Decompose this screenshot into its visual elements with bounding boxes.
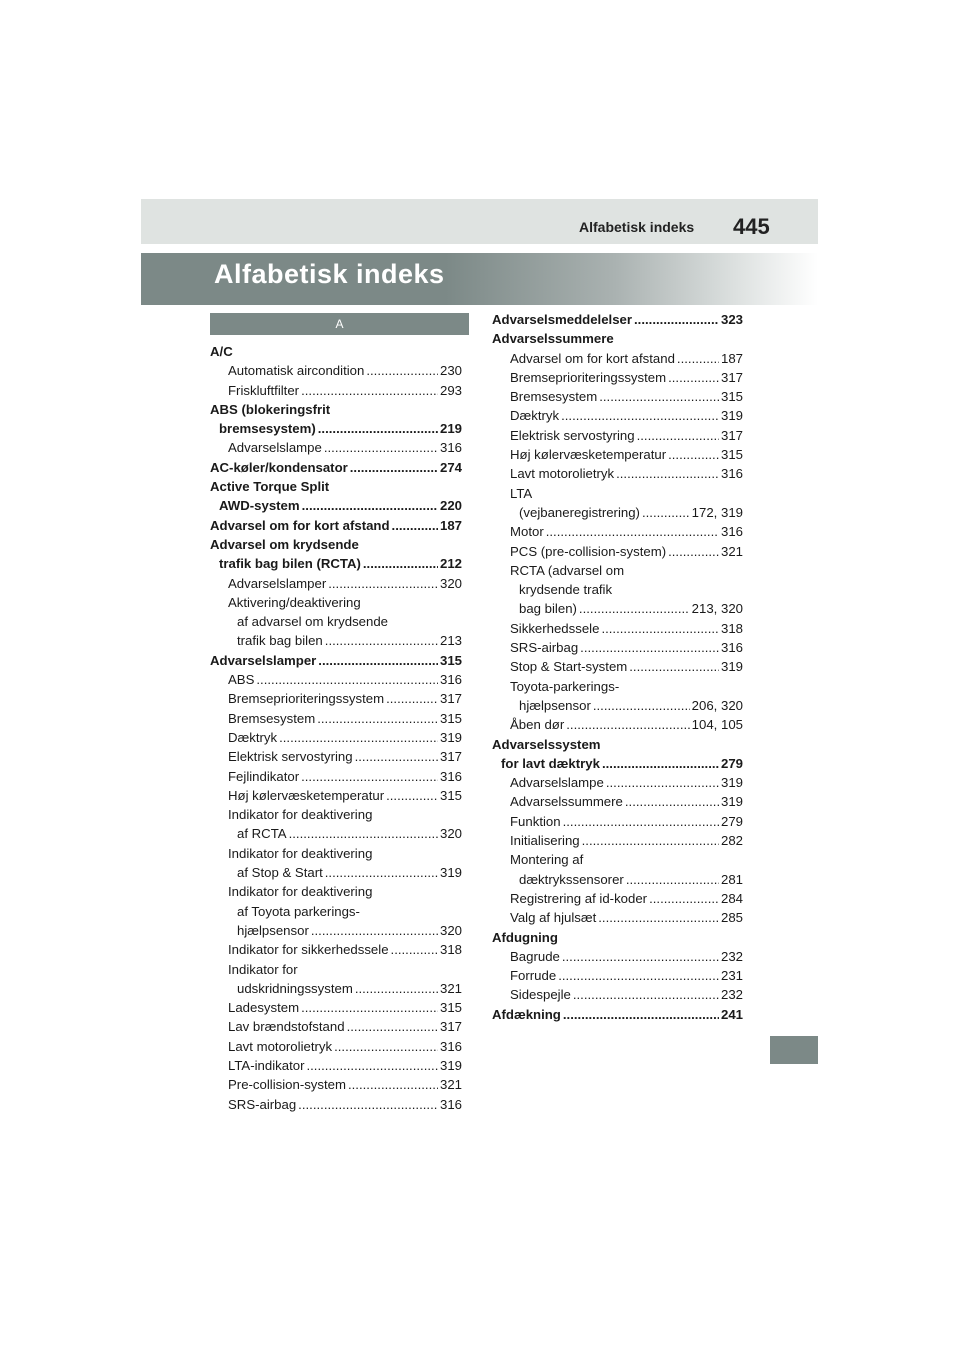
index-entry-page: 321 [439,980,462,996]
index-entry-text: trafik bag bilen (RCTA) [219,556,361,572]
index-entry [210,535,462,554]
index-entry-text: Advarselsmeddelelser [492,312,633,327]
page-number: 445 [733,214,770,239]
index-entry [210,631,462,650]
index-entry-text: Dæktryk [228,729,278,745]
index-entry [492,387,743,406]
index-entry [492,966,743,985]
index-entry [210,1037,462,1056]
dot-leader [598,908,719,927]
index-entry-page: 315 [439,1000,462,1016]
index-entry [210,361,462,380]
dot-leader [579,599,690,618]
index-entry-text: Funktion [510,813,561,829]
index-entry-page: 104, 105 [691,717,743,733]
index-entry-page: 319 [720,659,743,675]
index-entry-text: Indikator for sikkerhedssele [228,942,389,958]
index-entry [210,786,462,805]
dot-leader [328,574,438,593]
index-entry-text: af Toyota parkerings- [237,903,360,919]
index-entry [492,503,743,522]
index-entry [210,1056,462,1075]
index-entry [492,831,743,850]
index-entry [492,850,743,869]
index-entry-text: Bremsesystem [510,389,598,405]
index-entry-text: krydsende trafik [519,582,613,598]
index-entry [492,947,743,966]
index-entry [210,1095,462,1114]
index-entry [492,696,743,715]
index-entry-text: ABS [228,672,255,688]
index-entry-page: 230 [439,363,462,379]
dot-leader [625,792,719,811]
dot-leader [563,1005,719,1024]
index-entry-page: 316 [439,440,462,456]
index-entry-page: 284 [720,890,743,906]
index-entry [210,747,462,766]
index-column-right [492,310,743,1024]
dot-leader [355,979,438,998]
dot-leader [325,631,438,650]
index-entry [210,1075,462,1094]
index-entry-page: 321 [720,543,743,559]
index-entry [492,715,743,734]
index-entry [492,773,743,792]
index-entry [492,580,743,599]
dot-leader [311,921,438,940]
dot-leader [256,670,438,689]
dot-leader [391,940,438,959]
index-entry-page: 187 [439,517,462,533]
index-entry-page: 319 [439,729,462,745]
dot-leader [363,554,438,573]
index-entry [210,863,462,882]
index-entry [210,844,462,863]
index-entry-page: 232 [720,987,743,1003]
index-entry-page: 279 [720,813,743,829]
index-entry-page: 315 [720,389,743,405]
index-entry [210,342,462,361]
index-entry-text: hjælpsensor [237,922,309,938]
index-entry-text: af RCTA [237,826,287,842]
index-entry-text: Lavt motorolietryk [510,466,615,482]
index-entry [210,670,462,689]
index-entry [210,921,462,940]
index-entry-text: Lav brændstofstand [228,1019,345,1035]
index-entry [210,612,462,631]
index-entry [210,728,462,747]
index-entry-text: Høj kølervæsketemperatur [510,447,667,463]
index-entry-page: 172, 319 [691,504,743,520]
index-entry-text: Advarsel om for kort afstand [510,350,675,366]
index-entry-text: LTA-indikator [228,1057,305,1073]
index-entry-text: Stop & Start-system [510,659,628,675]
index-entry-page: 232 [720,948,743,964]
index-entry-text: A/C [210,344,233,359]
index-entry [492,792,743,811]
index-entry-text: Friskluftfilter [228,382,300,398]
index-entry-text: RCTA (advarsel om [510,562,625,578]
index-entry-page: 213, 320 [691,601,743,617]
dot-leader [599,387,719,406]
index-entry-page: 319 [720,408,743,424]
index-entry [492,349,743,368]
dot-leader [386,786,438,805]
index-entry [492,889,743,908]
index-entry-page: 320 [439,826,462,842]
index-entry-page: 316 [439,1038,462,1054]
dot-leader [279,728,438,747]
index-entry-text: Fejlindikator [228,768,300,784]
index-entry-page: 274 [439,459,462,475]
index-entry-page: 319 [720,794,743,810]
header-bar [141,199,818,244]
header-section-title: Alfabetisk indeks [579,219,695,235]
index-entry [492,657,743,676]
index-entry-page: 316 [439,672,462,688]
dot-leader [325,863,438,882]
index-entry-text: af advarsel om krydsende [237,614,388,630]
dot-leader [601,619,719,638]
dot-leader [668,368,719,387]
index-entry-text: Advarselslamper [228,575,327,591]
index-entry-page: 319 [720,775,743,791]
index-entry-page: 187 [720,350,743,366]
index-entry [492,406,743,425]
dot-leader [301,998,438,1017]
index-entry [492,329,743,348]
index-entry-page: 323 [720,312,743,327]
index-entry-text: Åben dør [510,717,565,733]
index-entry-page: 281 [720,871,743,887]
index-entry [492,1005,743,1024]
index-entry-page: 318 [439,942,462,958]
index-entry-page: 319 [439,1057,462,1073]
index-entry-page: 319 [439,865,462,881]
index-entry [210,805,462,824]
dot-leader [334,1037,438,1056]
index-entry-text: Aktivering/deaktivering [228,594,361,610]
index-entry-text: Afdugning [492,929,558,945]
index-entry-text: Høj kølervæsketemperatur [228,787,385,803]
dot-leader [302,496,438,515]
dot-leader [668,542,719,561]
index-entry-page: 316 [439,768,462,784]
dot-leader [366,361,438,380]
index-entry-text: SRS-airbag [228,1096,297,1112]
dot-leader [317,709,438,728]
index-entry [492,754,743,773]
index-entry [492,638,743,657]
dot-leader [355,747,438,766]
index-entry-page: 315 [720,447,743,463]
index-entry-text: Registrering af id-koder [510,890,648,906]
dot-leader [580,638,719,657]
dot-leader [634,310,719,329]
index-entry-page: 317 [720,427,743,443]
index-entry-text: Dæktryk [510,408,560,424]
index-entry-text: Advarselssummere [510,794,623,810]
index-entry [492,561,743,580]
dot-leader [573,985,719,1004]
index-entry-text: Elektrisk servostyring [510,427,635,443]
index-entry-text: Advarselslampe [228,440,322,456]
index-entry-text: (vejbaneregistrering) [519,504,640,520]
index-entry-page: 317 [439,749,462,765]
index-entry [210,689,462,708]
index-entry-text: Forrude [510,968,557,984]
index-entry-text: Indikator for deaktivering [228,845,373,861]
index-entry [210,767,462,786]
index-entry-text: af Stop & Start [237,865,323,881]
page-title: Alfabetisk indeks [214,259,445,289]
dot-leader [563,812,719,831]
dot-leader [616,464,719,483]
dot-leader [558,966,719,985]
index-entry [210,381,462,400]
index-entry [492,368,743,387]
index-entry-text: SRS-airbag [510,640,579,656]
index-entry-text: Bremseprioriteringssystem [228,691,385,707]
dot-leader [606,773,719,792]
index-entry-page: 219 [439,421,462,437]
index-entry [210,554,462,573]
index-entry-page: 316 [720,640,743,656]
index-entry-page: 317 [439,1019,462,1035]
index-entry-text: dæktrykssensorer [519,871,624,887]
index-entry-text: Pre-collision-system [228,1077,346,1093]
index-entry-page: 315 [439,652,462,668]
dot-leader [301,767,438,786]
index-entry-text: Bremsesystem [228,710,316,726]
index-entry-text: Advarsel om krydsende [210,536,359,552]
index-entry-text: Indikator for deaktivering [228,807,373,823]
index-entry-text: Elektrisk servostyring [228,749,353,765]
index-entry [492,677,743,696]
index-entry [210,438,462,457]
index-entry [210,593,462,612]
index-entry-text: Sikkerhedssele [510,620,600,636]
index-entry [492,812,743,831]
dot-leader [306,1056,438,1075]
index-entry [492,735,743,754]
index-entry [492,426,743,445]
letter-section-header: A [210,313,469,335]
index-entry [210,651,462,670]
index-entry [492,310,743,329]
dot-leader [318,651,438,670]
index-entry-text: Active Torque Split [210,479,330,495]
dot-leader [392,516,438,535]
index-entry-text: PCS (pre-collision-system) [510,543,667,559]
index-entry-text: bremsesystem) [219,421,316,437]
index-entry [210,998,462,1017]
index-entry-text: udskridningssystem [237,980,353,996]
dot-leader [637,426,719,445]
index-entry-text: Advarselslampe [510,775,604,791]
dot-leader [386,689,438,708]
index-entry-text: Bagrude [510,948,560,964]
index-entry [210,1017,462,1036]
index-entry [210,824,462,843]
index-entry-text: Advarsel om for kort afstand [210,517,390,533]
index-entry [210,477,462,496]
index-entry-text: bag bilen) [519,601,577,617]
index-entry-page: 220 [439,498,462,514]
index-entry [210,458,462,477]
index-entry-page: 321 [439,1077,462,1093]
index-entry-page: 316 [720,466,743,482]
index-entry [492,484,743,503]
index-entry-text: Valg af hjulsæt [510,910,597,926]
dot-leader [562,947,719,966]
index-entry [210,516,462,535]
index-entry-text: LTA [510,485,533,501]
dot-leader [582,831,719,850]
index-entry [210,882,462,901]
index-entry-page: 279 [720,755,743,771]
index-entry-text: Indikator for [228,961,298,977]
index-entry-page: 320 [439,922,462,938]
index-column-left [210,342,462,1114]
index-entry [210,960,462,979]
dot-leader [298,1095,438,1114]
dot-leader [546,522,719,541]
index-entry-page: 316 [439,1096,462,1112]
index-entry [210,979,462,998]
index-entry-page: 241 [720,1006,743,1022]
index-entry-page: 315 [439,787,462,803]
index-entry-page: 316 [720,524,743,540]
index-entry [492,522,743,541]
index-entry [210,709,462,728]
dot-leader [649,889,719,908]
index-entry-text: Advarselssummere [492,331,614,347]
index-entry-page: 293 [439,382,462,398]
dot-leader [289,824,438,843]
index-entry [492,985,743,1004]
dot-leader [677,349,719,368]
index-entry [492,908,743,927]
index-entry [210,574,462,593]
index-entry-page: 212 [439,556,462,572]
index-entry-page: 206, 320 [691,697,743,713]
index-entry [210,419,462,438]
index-entry-text: Bremseprioriteringssystem [510,369,667,385]
index-entry-text: Advarselssystem [492,736,601,752]
dot-leader [561,406,719,425]
index-entry-text: for lavt dæktryk [501,755,600,771]
index-entry-text: Montering af [510,852,584,868]
index-entry [210,400,462,419]
index-entry [492,445,743,464]
index-entry [492,542,743,561]
index-entry-text: Motor [510,524,544,540]
dot-leader [301,381,438,400]
index-entry-text: AWD-system [219,498,300,514]
dot-leader [642,503,690,522]
index-entry-text: hjælpsensor [519,697,591,713]
dot-leader [350,458,438,477]
dot-leader [347,1017,438,1036]
index-entry-page: 285 [720,910,743,926]
index-entry [492,464,743,483]
index-entry-text: Toyota-parkerings- [510,678,620,694]
index-entry-page: 282 [720,833,743,849]
index-entry-page: 318 [720,620,743,636]
index-entry-text: AC-køler/kondensator [210,459,348,475]
index-entry-text: Initialisering [510,833,580,849]
index-entry [210,496,462,515]
index-entry-text: Afdækning [492,1006,561,1022]
side-thumb-tab [770,1036,818,1064]
index-entry-page: 317 [720,369,743,385]
dot-leader [348,1075,438,1094]
index-entry-text: Lavt motorolietryk [228,1038,333,1054]
index-entry-page: 213 [439,633,462,649]
index-entry-text: Sidespejle [510,987,571,1003]
dot-leader [629,657,719,676]
dot-leader [626,870,719,889]
dot-leader [602,754,719,773]
index-entry [492,599,743,618]
index-entry-text: ABS (blokeringsfrit [210,401,331,417]
index-entry [210,902,462,921]
index-entry [210,940,462,959]
dot-leader [593,696,690,715]
index-entry-page: 315 [439,710,462,726]
dot-leader [566,715,689,734]
index-entry-text: Indikator for deaktivering [228,884,373,900]
index-entry-text: Automatisk aircondition [228,363,365,379]
index-entry-text: Ladesystem [228,1000,300,1016]
index-entry-text: trafik bag bilen [237,633,323,649]
index-entry [492,928,743,947]
dot-leader [318,419,438,438]
index-entry-text: Advarselslamper [210,652,317,668]
index-entry [492,619,743,638]
index-entry [492,870,743,889]
index-entry-page: 317 [439,691,462,707]
dot-leader [668,445,719,464]
dot-leader [324,438,438,457]
index-entry-page: 320 [439,575,462,591]
index-entry-page: 231 [720,968,743,984]
